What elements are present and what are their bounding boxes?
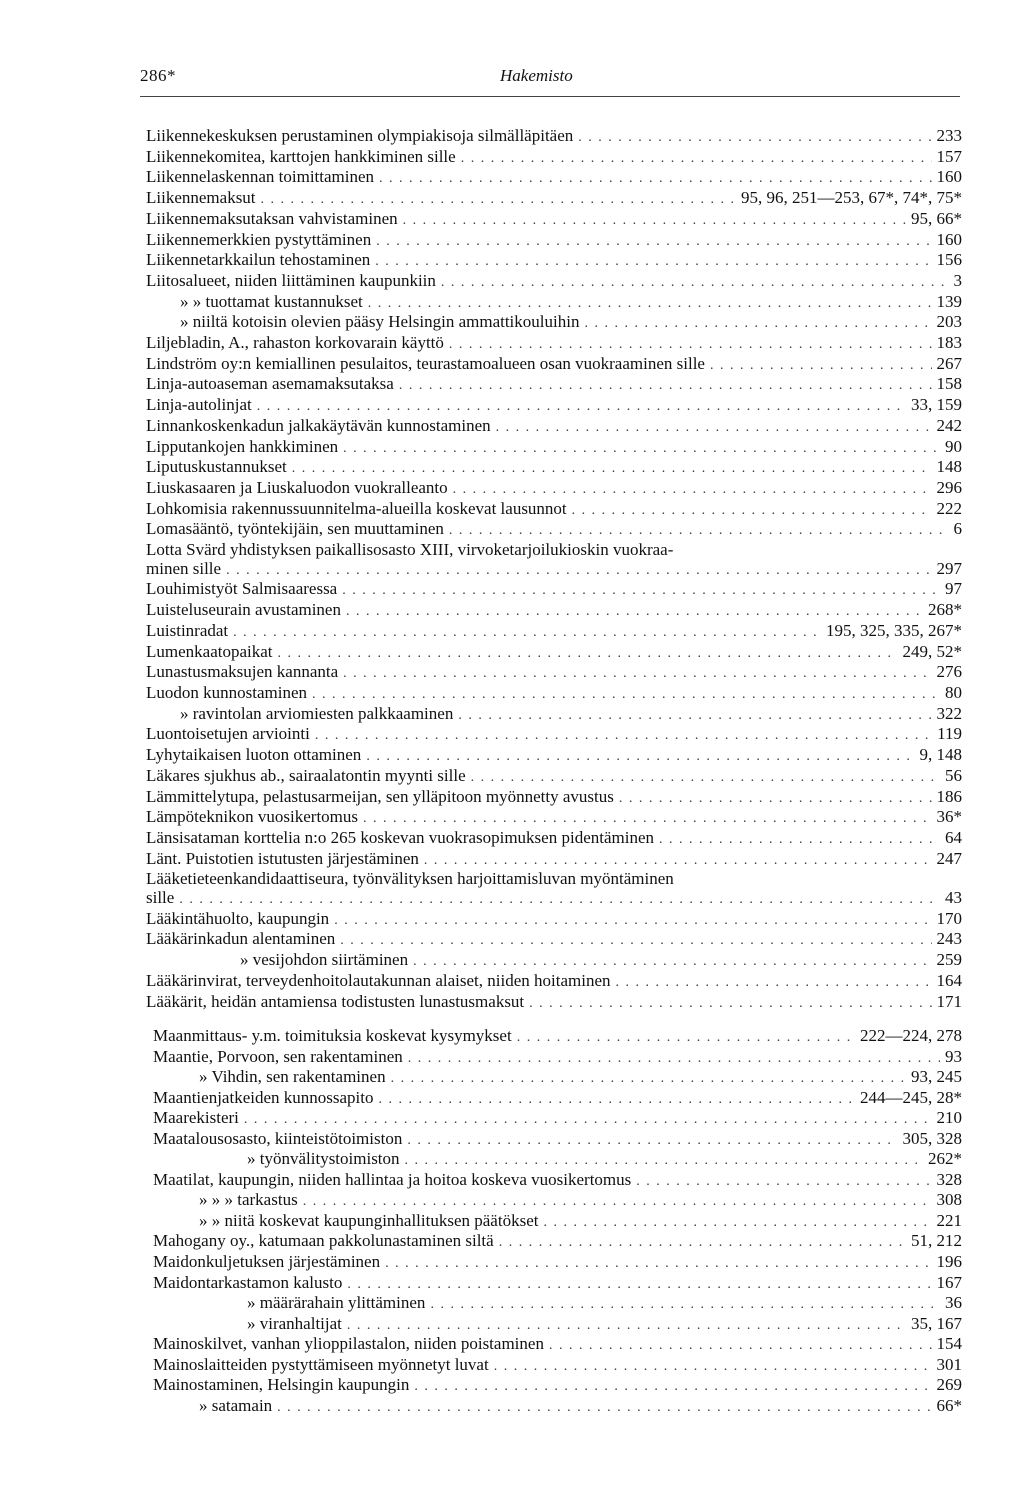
entry-label: Linja-autolinjat [146,395,252,415]
leader-dots [413,953,931,972]
index-entry [146,684,962,705]
leader-dots [261,191,736,210]
index-entry [153,1397,962,1418]
entry-label: Lumenkaatopaikat [146,641,273,661]
entry-pages: 301 [936,1354,962,1374]
leader-dots [346,603,923,622]
entry-label: Liikennemerkkien pystyttäminen [146,229,372,249]
index-entry [146,725,962,746]
entry-pages: 183 [936,333,962,353]
leader-dots [471,769,940,788]
leader-dots [461,150,932,169]
leader-dots [616,974,932,993]
leader-dots [710,357,932,376]
leader-dots [368,295,932,314]
leader-dots [391,1070,906,1089]
entry-pages: 259 [936,950,962,970]
entry-label: Mainoskilvet, vanhan ylioppilastalon, niiden poistaminen [153,1334,544,1354]
leader-dots [405,1152,923,1171]
entry-label: Läkares sjukhus ab., sairaalatontin myynti sille [146,765,466,785]
entry-label: minen sille [146,558,222,578]
index-entry [146,870,962,889]
index-entry [146,355,962,376]
index-entry [146,560,962,581]
leader-dots [340,932,931,951]
leader-dots [347,1276,931,1295]
entry-label: » » niitä koskevat kaupunginhallituksen päätökset [199,1210,539,1230]
entry-pages: 139 [936,291,962,311]
index-entry [146,663,962,684]
entry-pages: 296 [936,477,962,497]
entry-pages: 66* [936,1395,962,1415]
index-entry [146,313,962,334]
index-section-m [153,1027,962,1417]
entry-label: Lämmittelytupa, pelastusarmeijan, sen ylläpitoon myönnetty avustus [146,786,614,806]
entry-label: Luontoisetujen arviointi [146,724,310,744]
index-entry [153,1294,962,1315]
index-entry [146,622,962,643]
entry-label: » niiltä kotoisin olevien pääsy Helsingin ammattikouluihin [180,312,580,332]
index-entry [146,210,962,231]
entry-pages: 322 [936,703,962,723]
leader-dots [226,562,931,581]
entry-pages: 80 [945,682,962,702]
entry-pages: 35, 167 [911,1313,962,1333]
entry-label: Liikennekeskuksen perustaminen olympiakisoja silmälläpitäen [146,126,574,145]
entry-pages: 203 [936,312,962,332]
index-entry [146,601,962,622]
entry-pages: 233 [936,126,962,145]
entry-label: » vesijohdon siirtäminen [240,950,409,970]
leader-dots [403,212,906,231]
index-entry [146,127,962,148]
entry-pages: 93, 245 [911,1067,962,1087]
index-entry [153,1109,962,1130]
entry-label: » Vihdin, sen rakentaminen [199,1067,386,1087]
leader-dots [399,377,932,396]
entry-pages: 186 [936,786,962,806]
entry-label: Maatalousosasto, kiinteistötoimiston [153,1128,403,1148]
leader-dots [292,460,932,479]
entry-label: » satamain [199,1395,273,1415]
leader-dots [375,253,931,272]
leader-dots [441,274,949,293]
leader-dots [379,170,931,189]
index-entry [153,1212,962,1233]
index-entry [146,850,962,871]
leader-dots [244,1111,932,1130]
index-entry [146,500,962,521]
index-entry [146,251,962,272]
index-entry [146,148,962,169]
leader-dots [366,748,914,767]
index-entry [146,705,962,726]
leader-dots [312,686,940,705]
index-entry [146,993,962,1014]
entry-label: Lääketieteenkandidaattiseura, työnvälityksen harjoittamisluvan myöntäminen [146,869,674,889]
leader-dots [303,1193,932,1212]
entry-label: Lääkintähuolto, kaupungin [146,908,330,928]
index-entry [146,479,962,500]
entry-label: Liikennekomitea, karttojen hankkiminen sille [146,146,456,166]
leader-dots [233,624,821,643]
leader-dots [449,522,949,541]
leader-dots [347,1317,906,1336]
leader-dots [376,233,931,252]
leader-dots [496,419,932,438]
entry-label: Mainoslaitteiden pystyttämiseen myönnetyt luvat [153,1354,489,1374]
index-entry [153,1191,962,1212]
entry-pages: 148 [936,457,962,477]
entry-pages: 119 [937,724,962,744]
entry-label: » » tuottamat kustannukset [180,291,363,311]
leader-dots [424,852,932,871]
index-entry [153,1232,962,1253]
entry-pages: 297 [936,558,962,578]
entry-pages: 242 [936,415,962,435]
index-entry [153,1253,962,1274]
entry-pages: 43 [945,888,962,908]
entry-pages: 90 [945,436,962,456]
index-entry [153,1274,962,1295]
entry-pages: 262* [928,1149,962,1169]
index-entry [153,1356,962,1377]
entry-pages: 167 [936,1272,962,1292]
index-entry [146,231,962,252]
leader-dots [584,315,931,334]
entry-pages: 36 [945,1293,962,1313]
index-entry [153,1048,962,1069]
leader-dots [578,129,931,148]
entry-label: » työnvälitystoimiston [247,1149,400,1169]
index-entry [146,438,962,459]
entry-label: Liitosalueet, niiden liittäminen kaupunkiin [146,270,436,290]
entry-pages: 160 [936,167,962,187]
entry-label: Luistinradat [146,620,229,640]
entry-pages: 247 [936,848,962,868]
index-entry [146,272,962,293]
entry-pages: 195, 325, 335, 267* [826,620,962,640]
entry-pages: 276 [936,662,962,682]
entry-label: Maantie, Porvoon, sen rakentaminen [153,1046,403,1066]
entry-pages: 210 [936,1108,962,1128]
leader-dots [343,665,931,684]
leader-dots [407,1132,897,1151]
index-entry [146,951,962,972]
index-entry [146,375,962,396]
entry-label: Liputuskustannukset [146,457,287,477]
leader-dots [572,502,932,521]
leader-dots [453,481,932,500]
entry-pages: 267 [936,353,962,373]
index-entry [146,829,962,850]
leader-dots [414,1378,931,1397]
entry-pages: 305, 328 [902,1128,962,1148]
entry-label: Luodon kunnostaminen [146,682,308,702]
leader-dots [315,727,932,746]
entry-pages: 268* [928,600,962,620]
entry-label: Lunastusmaksujen kannanta [146,662,339,682]
entry-label: Lipputankojen hankkiminen [146,436,339,456]
entry-label: Lääkärinkadun alentaminen [146,929,336,949]
index-entry [146,972,962,993]
leader-dots [385,1255,931,1274]
leader-dots [257,398,906,417]
leader-dots [342,582,940,601]
entry-label: Maarekisteri [153,1108,239,1128]
entry-label: Mahogany oy., katumaan pakkolunastaminen siltä [153,1231,494,1251]
entry-pages: 6 [953,519,962,539]
index-section-l [146,127,962,1013]
entry-pages: 249, 52* [902,641,962,661]
index-entry [153,1130,962,1151]
entry-pages: 243 [936,929,962,949]
entry-pages: 33, 159 [911,395,962,415]
entry-pages: 222 [936,498,962,518]
entry-pages: 158 [936,374,962,394]
index-entry [153,1068,962,1089]
leader-dots [499,1234,906,1253]
index-entry [146,808,962,829]
leader-dots [517,1029,855,1048]
entry-label: sille [146,888,175,908]
leader-dots [458,707,931,726]
entry-label: Liuskasaaren ja Liuskaluodon vuokralleanto [146,477,448,497]
entry-pages: 157 [936,146,962,166]
entry-pages: 244—245, 28* [860,1087,962,1107]
entry-pages: 308 [936,1190,962,1210]
entry-label: Lääkärinvirat, terveydenhoitolautakunnan alaiset, niiden hoitaminen [146,970,611,990]
entry-label: Länsisataman korttelia n:o 265 koskevan vuokrasopimuksen pidentäminen [146,827,654,847]
entry-pages: 171 [936,991,962,1011]
index-entry [146,767,962,788]
leader-dots [179,891,940,910]
entry-label: Lääkärit, heidän antamiensa todistusten lunastusmaksut [146,991,525,1011]
header-rule [140,96,960,97]
index-entry [146,580,962,601]
entry-label: Lämpöteknikon vuosikertomus [146,807,359,827]
entry-pages: 222—224, 278 [860,1026,962,1045]
entry-label: Liljebladin, A., rahaston korkovarain käyttö [146,333,444,353]
leader-dots [334,912,931,931]
entry-label: Maidontarkastamon kalusto [153,1272,343,1292]
index-entry [153,1027,962,1048]
index-entry [146,643,962,664]
leader-dots [343,440,940,459]
leader-dots [619,790,932,809]
index-entry [146,417,962,438]
leader-dots [529,995,931,1014]
entry-label: Liikennetarkkailun tehostaminen [146,250,371,270]
entry-label: Liikennemaksut [146,188,256,208]
entry-pages: 3 [953,270,962,290]
leader-dots [408,1050,940,1069]
entry-label: Luisteluseurain avustaminen [146,600,341,620]
entry-pages: 221 [936,1210,962,1230]
index-entry [153,1171,962,1192]
entry-pages: 36* [936,807,962,827]
entry-label: » » » tarkastus [199,1190,298,1210]
entry-label: Liikennemaksutaksan vahvistaminen [146,208,398,228]
entry-pages: 9, 148 [919,745,962,765]
entry-label: Länt. Puistotien istutusten järjestäminen [146,848,419,868]
leader-dots [378,1091,855,1110]
index-entry [153,1315,962,1336]
leader-dots [659,831,940,850]
entry-label: Maatilat, kaupungin, niiden hallintaa ja hoitoa koskeva vuosikertomus [153,1169,632,1189]
entry-label: Lohkomisia rakennussuunnitelma-alueilla koskevat lausunnot [146,498,567,518]
entry-label: Lyhytaikaisen luoton ottaminen [146,745,362,765]
leader-dots [549,1337,932,1356]
index-entry [146,396,962,417]
entry-pages: 93 [945,1046,962,1066]
index-entry [146,458,962,479]
entry-label: Mainostaminen, Helsingin kaupungin [153,1375,410,1395]
running-title: Hakemisto [500,66,573,85]
index-entry [146,168,962,189]
index-entry [146,293,962,314]
index-entry [146,889,962,910]
index-entry [146,334,962,355]
entry-pages: 170 [936,908,962,928]
entry-label: Maidonkuljetuksen järjestäminen [153,1252,381,1272]
leader-dots [278,645,898,664]
entry-pages: 164 [936,970,962,990]
entry-pages: 160 [936,229,962,249]
index-entry [146,746,962,767]
entry-label: » määrärahain ylittäminen [247,1293,426,1313]
leader-dots [277,1399,931,1418]
entry-pages: 64 [945,827,962,847]
entry-label: Maanmittaus- y.m. toimituksia koskevat kysymykset [153,1026,512,1045]
entry-label: Lindström oy:n kemiallinen pesulaitos, teurastamoalueen osan vuokraaminen sille [146,353,705,373]
index-entry [146,520,962,541]
index-entry [153,1089,962,1110]
index-entry [153,1376,962,1397]
entry-label: Liikennelaskennan toimittaminen [146,167,375,187]
entry-label: Maantienjatkeiden kunnossapito [153,1087,374,1107]
entry-label: Lotta Svärd yhdistyksen paikallisosasto XIII, virvoketarjoilukioskin vuokraa- [146,540,674,560]
index-entry [153,1150,962,1171]
index-entry [146,910,962,931]
entry-pages: 95, 96, 251—253, 67*, 74*, 75* [741,188,962,208]
entry-pages: 196 [936,1252,962,1272]
entry-pages: 97 [945,579,962,599]
index-entry [153,1335,962,1356]
entry-label: » ravintolan arviomiesten palkkaaminen [180,703,454,723]
entry-label: Louhimistyöt Salmisaaressa [146,579,338,599]
page-header [140,66,960,102]
index-entry [146,930,962,951]
index-entry [146,541,962,560]
leader-dots [430,1296,940,1315]
entry-label: » viranhaltijat [247,1313,342,1333]
page-number: 286* [140,66,176,85]
leader-dots [543,1214,931,1233]
leader-dots [449,336,932,355]
entry-label: Linja-autoaseman asemamaksutaksa [146,374,394,394]
entry-pages: 56 [945,765,962,785]
leader-dots [494,1358,932,1377]
leader-dots [363,810,931,829]
entry-pages: 269 [936,1375,962,1395]
entry-pages: 156 [936,250,962,270]
index-entry [146,189,962,210]
leader-dots [636,1173,931,1192]
entry-label: Lomasääntö, työntekijäin, sen muuttaminen [146,519,444,539]
entry-pages: 95, 66* [911,208,962,228]
entry-pages: 154 [936,1334,962,1354]
entry-label: Linnankoskenkadun jalkakäytävän kunnostaminen [146,415,491,435]
index-entry [146,788,962,809]
entry-pages: 51, 212 [911,1231,962,1251]
entry-pages: 328 [936,1169,962,1189]
